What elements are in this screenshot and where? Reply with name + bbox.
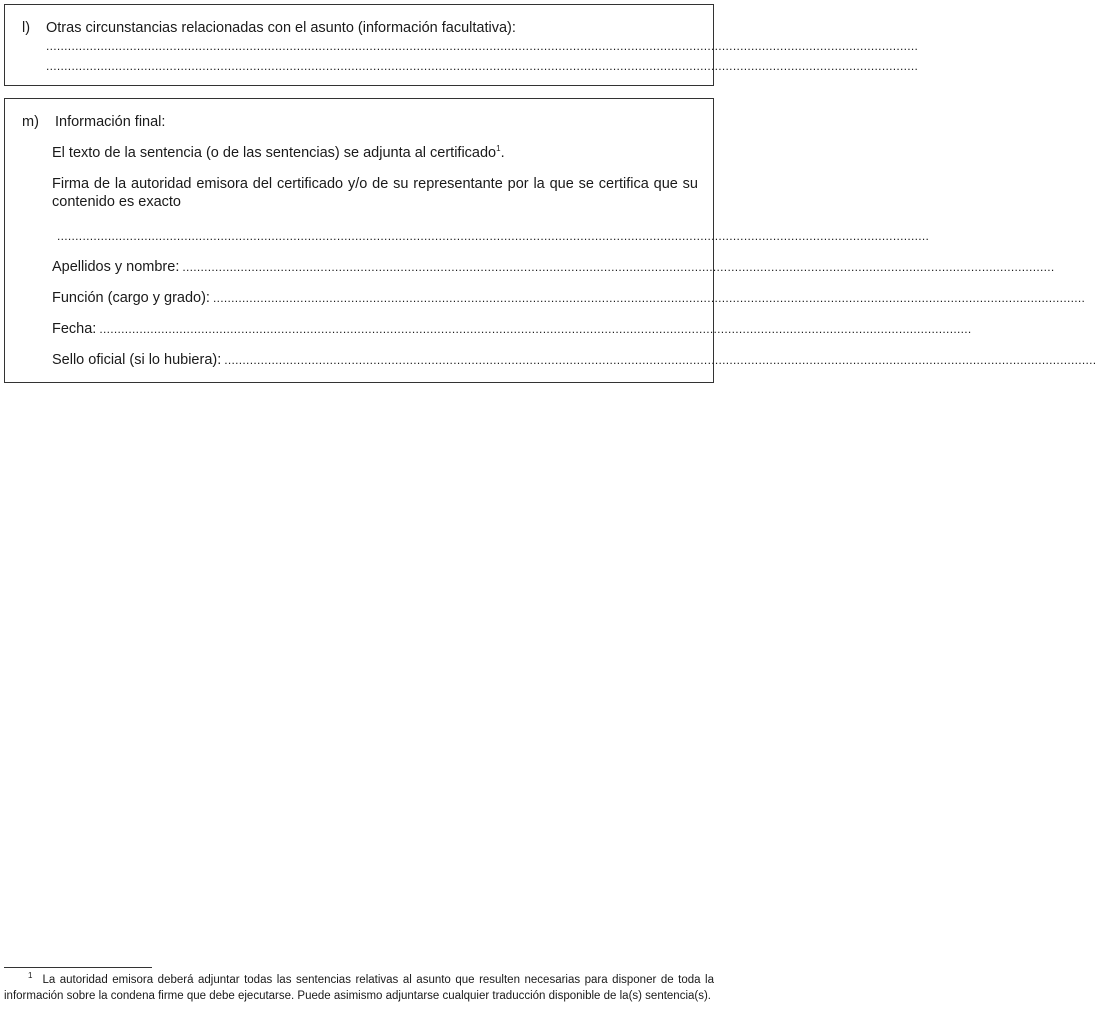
function-field[interactable] <box>52 289 1086 307</box>
function-dots: ................................................................................................................................................................................................................................................ <box>212 291 1086 305</box>
signature-entry-line[interactable] <box>57 227 930 245</box>
section-l-text: Otras circunstancias relacionadas con el asunto (información facultativa): <box>46 20 516 36</box>
seal-label: Sello oficial (si lo hubiera): <box>52 352 222 368</box>
seal-field[interactable] <box>52 351 1096 369</box>
function-label: Función (cargo y grado): <box>52 290 210 306</box>
date-dots: ................................................................................................................................................................................................................................................ <box>99 322 972 336</box>
signature-statement: Firma de la autoridad emisora del certificado y/o de su representante por la que se certifica que su contenido es exacto <box>52 176 698 210</box>
seal-dots: ................................................................................................................................................................................................................................................ <box>224 353 1096 367</box>
section-m-title: Información final: <box>55 114 166 130</box>
date-field[interactable] <box>52 320 972 338</box>
footnote-ref: 1 <box>496 144 501 154</box>
name-dots: ................................................................................................................................................................................................................................................ <box>182 260 1055 274</box>
footnote-rule <box>4 967 152 968</box>
section-l-dots-2: ................................................................................................................................................................................................................................................ <box>46 59 919 73</box>
section-l-marker: l) <box>22 20 31 36</box>
footnote-number: 1 <box>28 971 33 981</box>
sentence-text: El texto de la sentencia (o de las sentencias) se adjunta al certificado <box>52 145 497 161</box>
section-l-box <box>4 4 919 86</box>
name-field[interactable] <box>52 258 1055 276</box>
section-m-marker: m) <box>22 114 39 130</box>
sentence-end: . <box>500 145 505 161</box>
name-label: Apellidos y nombre: <box>52 259 180 275</box>
signature-dots: ................................................................................................................................................................................................................................................ <box>57 229 930 243</box>
section-l-heading <box>22 19 516 37</box>
date-label: Fecha: <box>52 321 97 337</box>
section-l-entry-line-1[interactable] <box>46 37 919 55</box>
footnote <box>4 972 714 1004</box>
section-m-box <box>4 98 1096 383</box>
section-m-heading <box>22 113 165 131</box>
footnote-text: La autoridad emisora deberá adjuntar todas las sentencias relativas al asunto que resulten necesarias para disponer de toda la información sobre la condena firme que debe ejecutarse. Puede asimismo adjuntarse cualquier traducción disponible de la(s) sentencia(s). <box>4 974 714 1002</box>
section-l-dots-1: ................................................................................................................................................................................................................................................ <box>46 39 919 53</box>
section-l-entry-line-2[interactable] <box>46 57 919 75</box>
sentence-attachment-text <box>52 144 505 162</box>
